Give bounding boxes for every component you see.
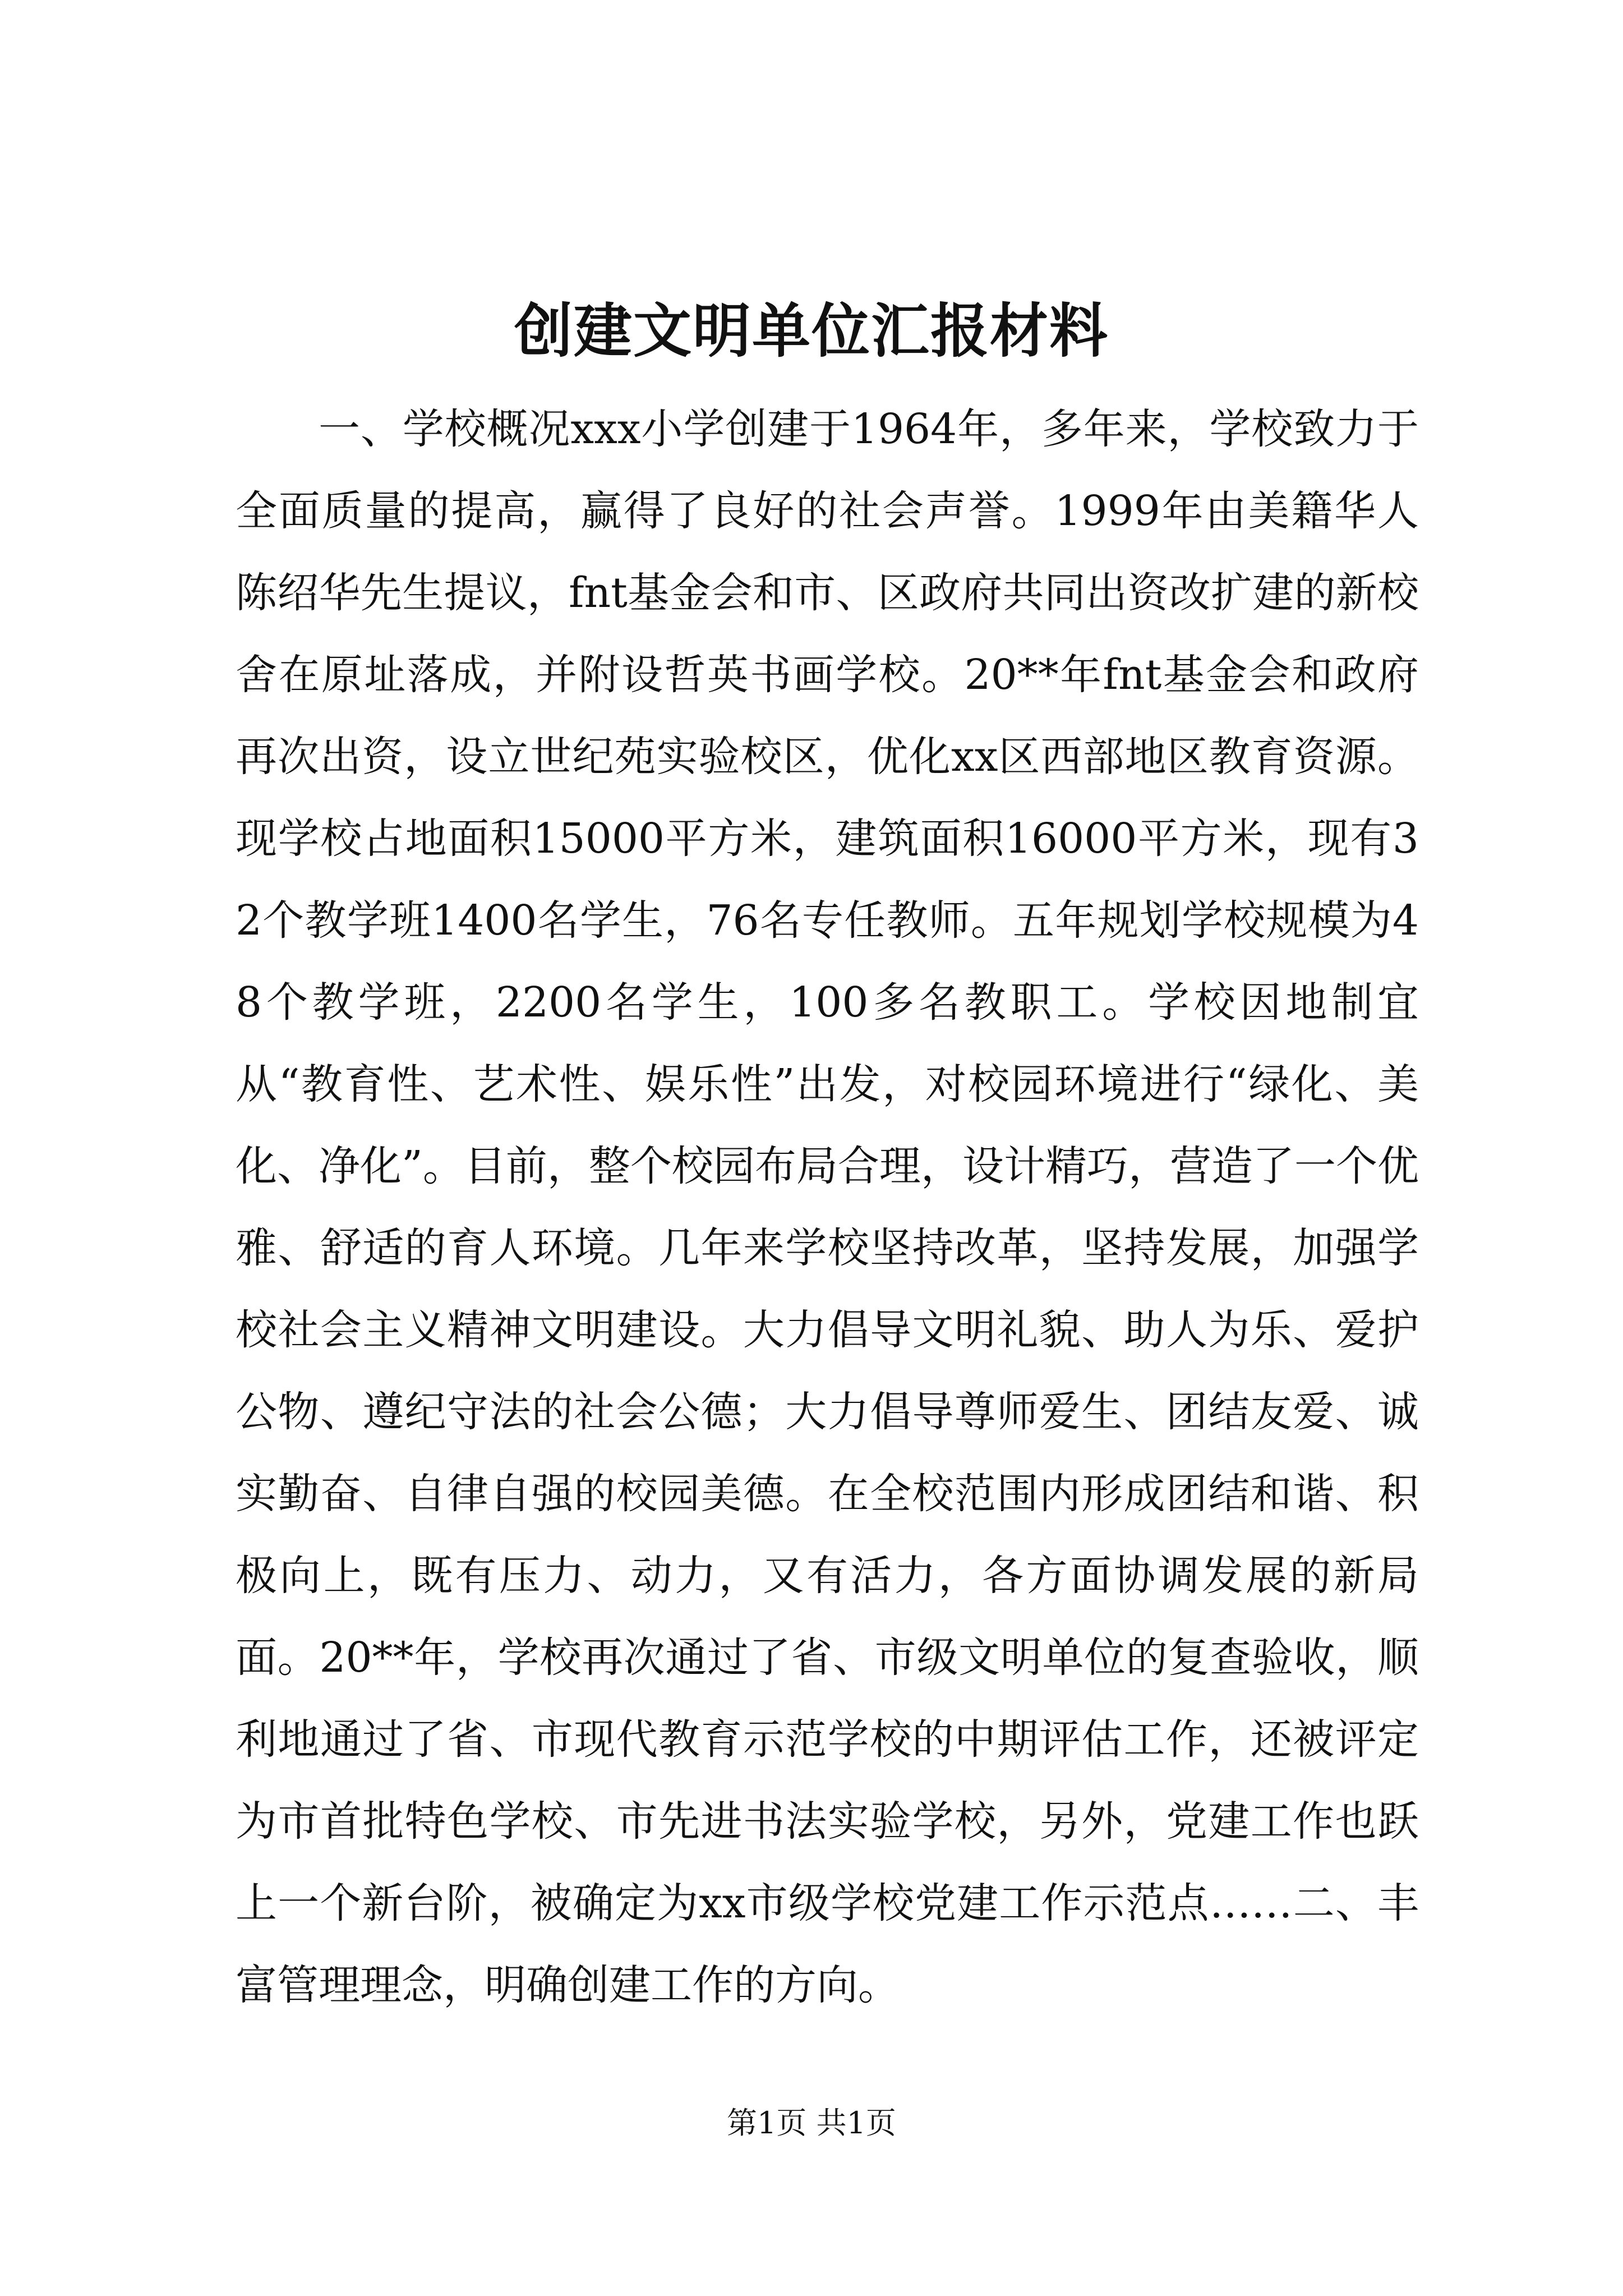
document-title: 创建文明单位汇报材料: [514, 296, 1109, 365]
document-body-paragraph: 一、学校概况xxx小学创建于1964年，多年来，学校致力于全面质量的提高，赢得了良好的社会声誉。1999年由美籍华人陈绍华先生提议，fnt基金会和市、区政府共同出资改扩建的新校舍在原址落成，并附设哲英书画学校。20**年fnt基金会和政府再次出资，设立世纪苑实验校区，优化xx区西部地区教育资源。现学校占地面积15000平方米，建筑面积16000平方米，现有32个教学班1400名学生，76名专任教师。五年规划学校规模为48个教学班，2200名学生，100多名教职工。学校因地制宜从“教育性、艺术性、娱乐性”出发，对校园环境进行“绿化、美化、净化”。目前，整个校园布局合理，设计精巧，营造了一个优雅、舒适的育人环境。几年来学校坚持改革，坚持发展，加强学校社会主义精神文明建设。大力倡导文明礼貌、助人为乐、爱护公物、遵纪守法的社会公德；大力倡导尊师爱生、团结友爱、诚实勤奋、自律自强的校园美德。在全校范围内形成团结和谐、积极向上，既有压力、动力，又有活力，各方面协调发展的新局面。20**年，学校再次通过了省、市级文明单位的复查验收，顺利地通过了省、市现代教育示范学校的中期评估工作，还被评定为市首批特色学校、市先进书法实验学校，另外，党建工作也跃上一个新台阶，被确定为xx市级学校党建工作示范点……二、丰富管理理念，明确创建工作的方向。: [236, 405, 1419, 2009]
page-footer: 第1页 共1页: [727, 2105, 896, 2141]
